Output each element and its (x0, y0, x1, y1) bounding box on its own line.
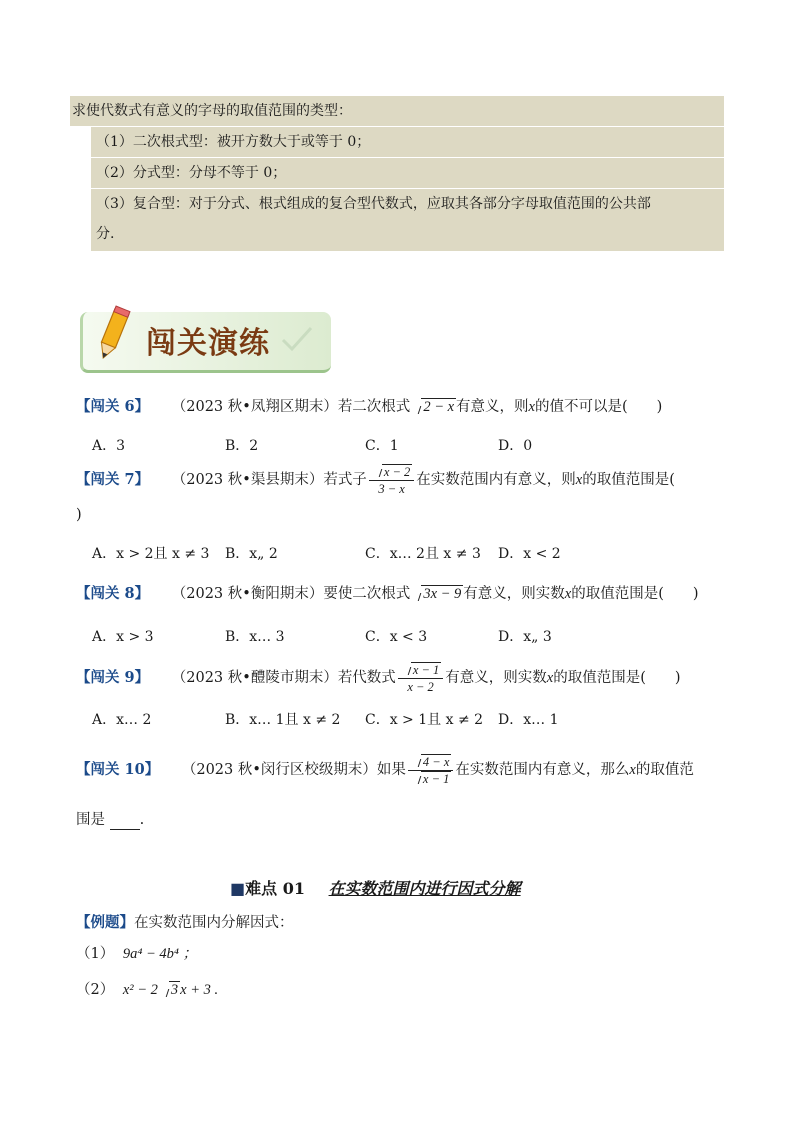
section-banner (74, 304, 330, 372)
difficulty-title: 难点 01 (245, 879, 305, 898)
sqrt-expression: 3x − 9 (412, 584, 463, 604)
option-b[interactable]: B．x„ 2 (225, 546, 278, 562)
check-mark-icon (280, 324, 314, 354)
option-b[interactable]: B．x… 1且 x ≠ 2 (225, 712, 341, 728)
option-c[interactable]: C．1 (365, 438, 399, 454)
summary-item-3: （3）复合型：对于分式、根式组成的复合型代数式，应取其各部分字母取值范围的公共部 分. (91, 189, 724, 251)
summary-item-1: （1）二次根式型：被开方数大于或等于 0； (91, 127, 724, 158)
example-item-2: （2） x² − 2 3 x + 3 . (76, 982, 219, 998)
option-d[interactable]: D．x < 2 (498, 546, 561, 562)
banner-title: 闯关演练 (146, 326, 270, 361)
question-7: 【闯关 7】 （2023 秋•渠县期末）若式子 $\frac{x - 2}{3 - x}$ 在实数范围内有意义，则x的取值范围是( (76, 464, 675, 496)
option-c[interactable]: C．x < 3 (365, 629, 428, 645)
summary-intro: 求使代数式有意义的字母的取值范围的类型： (72, 103, 352, 119)
question-7-wrap: ) (76, 507, 82, 523)
difficulty-heading (230, 876, 521, 899)
question-8: 【闯关 8】 （2023 秋•衡阳期末）要使二次根式 3x − 9 有意义，则实数x的取值范围是( ) (76, 585, 699, 602)
option-d[interactable]: D．x„ 3 (498, 629, 552, 645)
pencil-icon (90, 304, 136, 366)
difficulty-subtitle: 在实数范围内进行因式分解 (328, 879, 521, 898)
option-b[interactable]: B．x… 3 (225, 629, 285, 645)
option-d[interactable]: D．0 (498, 438, 533, 454)
question-label: 【闯关 8】 (76, 585, 150, 602)
option-c[interactable]: C．x > 1且 x ≠ 2 (365, 712, 484, 728)
answer-blank[interactable] (110, 815, 140, 830)
question-label: 【闯关 9】 (76, 669, 150, 686)
option-c[interactable]: C．x… 2且 x ≠ 3 (365, 546, 481, 562)
example-prompt: 【例题】在实数范围内分解因式： (76, 914, 294, 931)
question-stem: （2023 秋•闵行区校级期末）如果 (181, 762, 406, 778)
question-10-wrap: 围是 . (76, 812, 145, 828)
square-bullet-icon: ■ (230, 879, 246, 898)
question-stem: （2023 秋•凤翔区期末）若二次根式 (171, 399, 411, 415)
summary-box (70, 96, 724, 126)
fraction-expression: $\frac{x - 1}{x - 2}$ (398, 662, 443, 695)
example-item-1: （1） 9a⁴ − 4b⁴ ； (76, 946, 198, 962)
question-label: 【闯关 10】 (76, 761, 160, 778)
option-a[interactable]: A．x > 3 (92, 629, 154, 645)
question-stem: （2023 秋•衡阳期末）要使二次根式 (171, 586, 411, 602)
option-b[interactable]: B．2 (225, 438, 259, 454)
question-10: 【闯关 10】 （2023 秋•闵行区校级期末）如果 $\frac{4 - x}{x - 1}$ 在实数范围内有意义，那么x的取值范 (76, 754, 694, 786)
example-label: 【例题】 (76, 914, 134, 931)
question-6: 【闯关 6】 （2023 秋•凤翔区期末）若二次根式 2 − x 有意义，则x的值不可以是( ) (76, 398, 663, 415)
summary-item-2: （2）分式型：分母不等于 0； (91, 158, 724, 189)
question-label: 【闯关 7】 (76, 471, 150, 488)
option-d[interactable]: D．x… 1 (498, 712, 559, 728)
option-a[interactable]: A．3 (92, 438, 126, 454)
fraction-expression: $\frac{x - 2}{3 - x}$ (369, 464, 414, 497)
question-9: 【闯关 9】 （2023 秋•醴陵市期末）若代数式 $\frac{x - 1}{x - 2}$ 有意义，则实数x的取值范围是( ) (76, 662, 681, 694)
option-a[interactable]: A．x… 2 (92, 712, 152, 728)
question-stem: （2023 秋•醴陵市期末）若代数式 (171, 670, 396, 686)
fraction-expression: $\frac{4 - x}{x - 1}$ (408, 754, 453, 787)
sqrt-expression: 2 − x (412, 397, 456, 417)
sqrt-expression: 3 (160, 980, 180, 1000)
question-stem: （2023 秋•渠县期末）若式子 (171, 472, 367, 488)
question-label: 【闯关 6】 (76, 398, 150, 415)
option-a[interactable]: A．x > 2且 x ≠ 3 (92, 546, 210, 562)
